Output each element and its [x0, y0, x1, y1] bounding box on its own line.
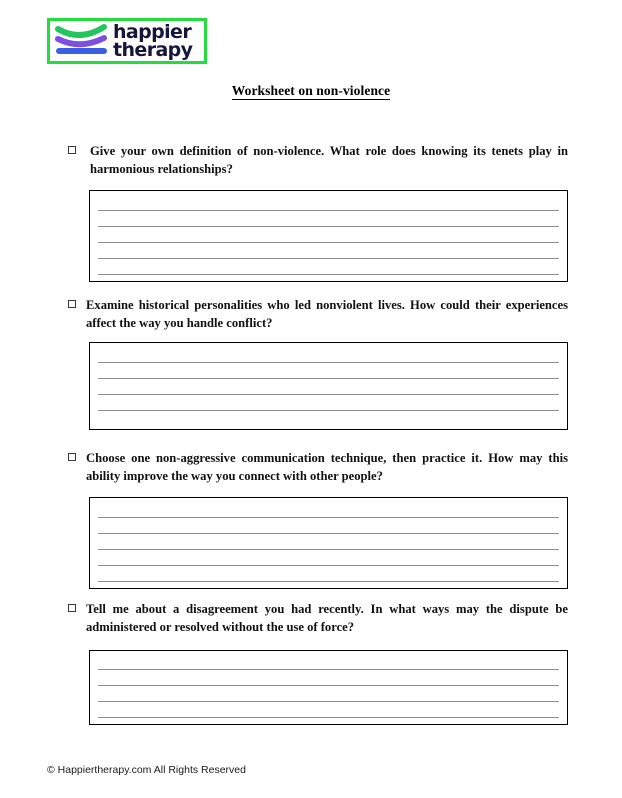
question-block-1	[0, 142, 622, 178]
question-text-2: Examine historical personalities who led nonviolent lives. How could their experiences affect the way you handle conflict?	[86, 298, 568, 330]
rule-line	[98, 701, 559, 702]
answer-box-3[interactable]	[89, 497, 568, 589]
rule-line	[98, 581, 559, 582]
rule-line	[98, 226, 559, 227]
answer-box-4[interactable]	[89, 650, 568, 725]
logo-word-therapy: therapy	[113, 39, 193, 61]
logo-word-happier: happier	[113, 20, 192, 43]
answer-rule-lines-3	[90, 498, 567, 588]
page-title-text: Worksheet on non-violence	[231, 83, 391, 98]
answer-rule-lines-4	[90, 651, 567, 724]
rule-line	[98, 378, 559, 379]
rule-line	[98, 242, 559, 243]
page-title	[0, 83, 622, 99]
question-row-3	[68, 449, 568, 485]
rule-line	[98, 210, 559, 211]
rule-line	[98, 394, 559, 395]
question-row-2	[68, 296, 568, 332]
question-block-3	[0, 449, 622, 485]
rule-line	[98, 549, 559, 550]
rule-line	[98, 685, 559, 686]
rule-line	[98, 258, 559, 259]
rule-line	[98, 274, 559, 275]
rule-line	[98, 565, 559, 566]
rule-line	[98, 517, 559, 518]
question-block-2	[0, 296, 622, 332]
answer-rule-lines-1	[90, 191, 567, 281]
question-text-4: Tell me about a disagreement you had recently. In what ways may the dispute be administered or resolved without the use of force?	[86, 602, 568, 634]
answer-rule-lines-2	[90, 343, 567, 429]
question-checkbox-1[interactable]	[68, 146, 76, 154]
rule-line	[98, 410, 559, 411]
answer-box-2[interactable]	[89, 342, 568, 430]
green-curve-icon	[58, 27, 104, 35]
rule-line	[98, 533, 559, 534]
rule-line	[98, 717, 559, 718]
question-checkbox-4[interactable]	[68, 604, 76, 612]
question-text-3: Choose one non-aggressive communication technique, then practice it. How may this ability improve the way you connect with other people?	[86, 451, 568, 483]
purple-curve-icon	[58, 38, 104, 44]
question-text-1: Give your own definition of non-violence. What role does knowing its tenets play in harmonious relationships?	[90, 144, 568, 176]
logo-wordmark	[113, 20, 193, 61]
question-checkbox-3[interactable]	[68, 453, 76, 461]
rule-line	[98, 669, 559, 670]
question-row-1	[68, 142, 568, 178]
question-checkbox-2[interactable]	[68, 300, 76, 308]
question-block-4	[0, 600, 622, 636]
logo-marks-icon	[54, 22, 110, 60]
question-row-4	[68, 600, 568, 636]
footer-copyright: © Happiertherapy.com All Rights Reserved	[47, 764, 246, 776]
brand-logo	[47, 18, 207, 64]
rule-line	[98, 362, 559, 363]
answer-box-1[interactable]	[89, 190, 568, 282]
